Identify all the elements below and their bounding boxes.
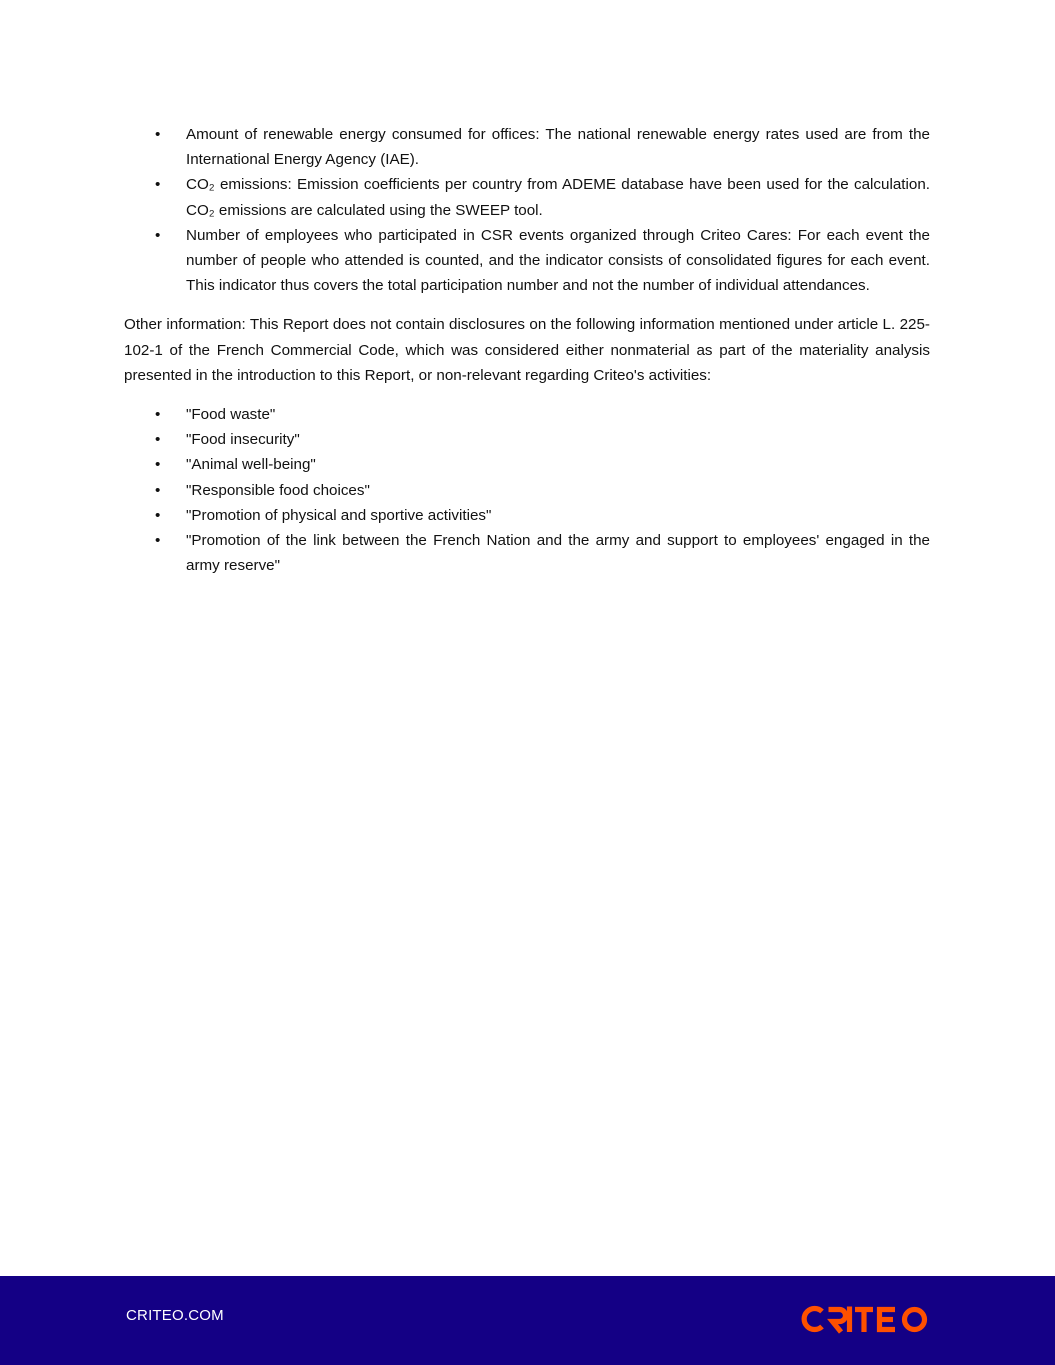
list-item-text: "Food insecurity"	[186, 431, 300, 449]
logo-letter-r	[829, 1310, 846, 1333]
list-item	[124, 528, 930, 578]
list-item-text: "Promotion of the link between the French Nation and the army and support to employees' engaged in the army reserve"	[186, 532, 930, 575]
list-item	[124, 452, 930, 477]
list-item	[124, 122, 930, 172]
methodology-list	[124, 122, 930, 298]
list-item	[124, 427, 930, 452]
list-item-text: Amount of renewable energy consumed for offices: The national renewable energy rates used are from the International Energy Agency (IAE).	[186, 126, 930, 169]
criteo-logo	[801, 1303, 929, 1335]
bullet-icon: •	[155, 431, 161, 449]
excluded-topics-list	[124, 402, 930, 578]
list-item	[124, 503, 930, 528]
bullet-icon: •	[155, 481, 161, 499]
list-item	[124, 478, 930, 503]
other-information-paragraph: Other information: This Report does not contain disclosures on the following information mentioned under article L. 225-102-1 of the French Commercial Code, which was considered either nonmaterial as part of the materiality analysis presented in the introduction to this Report, or non-relevant regarding Criteo's activities:	[124, 316, 930, 384]
document-body	[124, 122, 930, 578]
bullet-icon: •	[155, 126, 161, 143]
list-item-text: CO₂ emissions: Emission coefficients per country from ADEME database have been used for the calculation. CO₂ emissions are calculated using the SWEEP tool.	[186, 176, 930, 219]
list-item-text: "Animal well-being"	[186, 456, 316, 474]
bullet-icon: •	[155, 226, 161, 244]
bullet-icon: •	[155, 406, 161, 424]
list-item	[124, 223, 930, 299]
page-footer	[0, 1276, 1055, 1365]
list-item	[124, 172, 930, 222]
bullet-icon: •	[155, 532, 161, 550]
bullet-icon: •	[155, 456, 161, 474]
list-item	[124, 402, 930, 427]
bullet-icon: •	[155, 176, 161, 194]
logo-letter-c	[804, 1309, 822, 1330]
website-link[interactable]: CRITEO.COM	[126, 1307, 224, 1324]
list-item-text: "Responsible food choices"	[186, 481, 370, 499]
logo-letter-o	[905, 1310, 925, 1330]
bullet-icon: •	[155, 506, 161, 524]
list-item-text: Number of employees who participated in CSR events organized through Criteo Cares: For each event the number of people who attended is counted, and the indicator consists of consolidated figures for each event. This indicator thus covers the total participation number and not the number of individual attendances.	[186, 226, 930, 295]
list-item-text: "Promotion of physical and sportive activities"	[186, 506, 492, 524]
list-item-text: "Food waste"	[186, 406, 276, 424]
